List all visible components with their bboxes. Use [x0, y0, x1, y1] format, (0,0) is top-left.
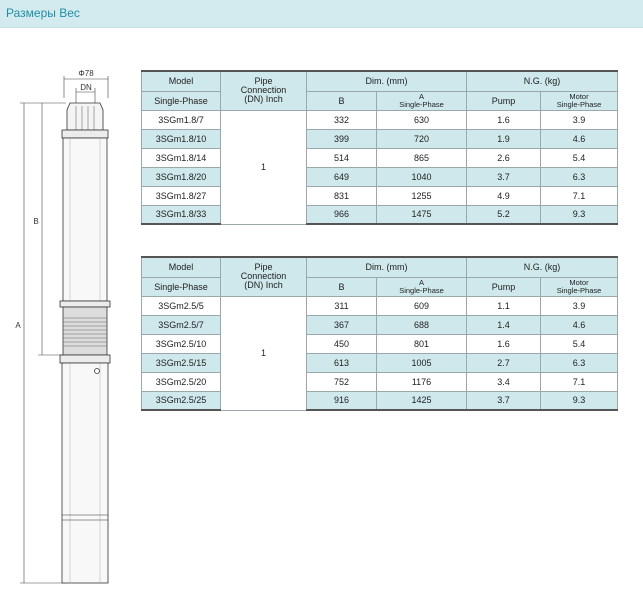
header-single-phase: Single-Phase: [142, 91, 221, 110]
cell-model: 3SGm1.8/10: [142, 129, 221, 148]
dn-label: DN: [80, 83, 92, 92]
cell-motor: 6.3: [541, 167, 618, 186]
cell-model: 3SGm1.8/14: [142, 148, 221, 167]
cell-b: 649: [307, 167, 377, 186]
spec-table-1: [141, 70, 618, 225]
cell-motor: 7.1: [541, 186, 618, 205]
header-a: A Single-Phase: [377, 277, 467, 296]
cell-b: 916: [307, 391, 377, 410]
cell-motor: 4.6: [541, 315, 618, 334]
header-dim: Dim. (mm): [307, 257, 467, 277]
cell-pump: 2.7: [467, 353, 541, 372]
cell-motor: 5.4: [541, 334, 618, 353]
cell-a: 688: [377, 315, 467, 334]
table-row: [142, 110, 618, 129]
table-row: [142, 167, 618, 186]
cell-b: 613: [307, 353, 377, 372]
cell-pump: 3.7: [467, 391, 541, 410]
cell-a: 801: [377, 334, 467, 353]
a-dimension-label: A: [15, 321, 21, 330]
cell-b: 399: [307, 129, 377, 148]
cell-model: 3SGm1.8/7: [142, 110, 221, 129]
cell-pump: 1.6: [467, 334, 541, 353]
header-pipe-connection: Pipe Connection (DN) Inch: [221, 71, 307, 110]
table-row: [142, 205, 618, 224]
cell-a: 609: [377, 296, 467, 315]
diameter-label: Φ78: [78, 69, 94, 78]
cell-pipe: 1: [221, 296, 307, 410]
cell-a: 1005: [377, 353, 467, 372]
cell-b: 311: [307, 296, 377, 315]
header-pump: Pump: [467, 277, 541, 296]
cell-motor: 3.9: [541, 110, 618, 129]
cell-model: 3SGm2.5/5: [142, 296, 221, 315]
b-dimension-label: B: [33, 217, 39, 226]
header-model: Model: [142, 257, 221, 277]
section-title: Размеры Вес: [6, 6, 80, 20]
header-dim: Dim. (mm): [307, 71, 467, 91]
table-row: [142, 372, 618, 391]
cell-model: 3SGm1.8/20: [142, 167, 221, 186]
cell-b: 450: [307, 334, 377, 353]
header-motor: Motor Single-Phase: [541, 91, 618, 110]
cell-pump: 1.4: [467, 315, 541, 334]
cell-b: 514: [307, 148, 377, 167]
cell-motor: 7.1: [541, 372, 618, 391]
cell-motor: 9.3: [541, 205, 618, 224]
cell-b: 831: [307, 186, 377, 205]
header-bar: [0, 0, 643, 28]
cell-pump: 4.9: [467, 186, 541, 205]
cell-motor: 9.3: [541, 391, 618, 410]
cell-a: 1475: [377, 205, 467, 224]
cell-b: 966: [307, 205, 377, 224]
cell-a: 1040: [377, 167, 467, 186]
table-row: [142, 334, 618, 353]
cell-a: 865: [377, 148, 467, 167]
cell-b: 332: [307, 110, 377, 129]
header-model: Model: [142, 71, 221, 91]
table-row: [142, 148, 618, 167]
header-b: B: [307, 277, 377, 296]
cell-motor: 3.9: [541, 296, 618, 315]
cell-model: 3SGm2.5/25: [142, 391, 221, 410]
cell-model: 3SGm2.5/20: [142, 372, 221, 391]
cell-motor: 5.4: [541, 148, 618, 167]
cell-model: 3SGm2.5/7: [142, 315, 221, 334]
cell-pump: 2.6: [467, 148, 541, 167]
cell-a: 1255: [377, 186, 467, 205]
cell-pump: 1.1: [467, 296, 541, 315]
header-b: B: [307, 91, 377, 110]
cell-a: 630: [377, 110, 467, 129]
table-row: [142, 391, 618, 410]
cell-b: 752: [307, 372, 377, 391]
cell-motor: 4.6: [541, 129, 618, 148]
cell-pump: 3.7: [467, 167, 541, 186]
cell-model: 3SGm1.8/27: [142, 186, 221, 205]
cell-pump: 1.9: [467, 129, 541, 148]
table-row: [142, 129, 618, 148]
cell-pipe: 1: [221, 110, 307, 224]
cell-pump: 1.6: [467, 110, 541, 129]
cell-pump: 3.4: [467, 372, 541, 391]
cell-model: 3SGm2.5/10: [142, 334, 221, 353]
header-ng: N.G. (kg): [467, 257, 618, 277]
cell-a: 1176: [377, 372, 467, 391]
cell-model: 3SGm2.5/15: [142, 353, 221, 372]
header-single-phase: Single-Phase: [142, 277, 221, 296]
table-row: [142, 315, 618, 334]
cell-a: 1425: [377, 391, 467, 410]
header-ng: N.G. (kg): [467, 71, 618, 91]
cell-a: 720: [377, 129, 467, 148]
spec-table-2: [141, 256, 618, 411]
cell-motor: 6.3: [541, 353, 618, 372]
header-pump: Pump: [467, 91, 541, 110]
table-row: [142, 186, 618, 205]
table-row: [142, 353, 618, 372]
cell-pump: 5.2: [467, 205, 541, 224]
cell-model: 3SGm1.8/33: [142, 205, 221, 224]
header-motor: Motor Single-Phase: [541, 277, 618, 296]
header-a: A Single-Phase: [377, 91, 467, 110]
header-pipe-connection: Pipe Connection (DN) Inch: [221, 257, 307, 296]
pump-diagram: [0, 60, 135, 590]
cell-b: 367: [307, 315, 377, 334]
table-row: [142, 296, 618, 315]
